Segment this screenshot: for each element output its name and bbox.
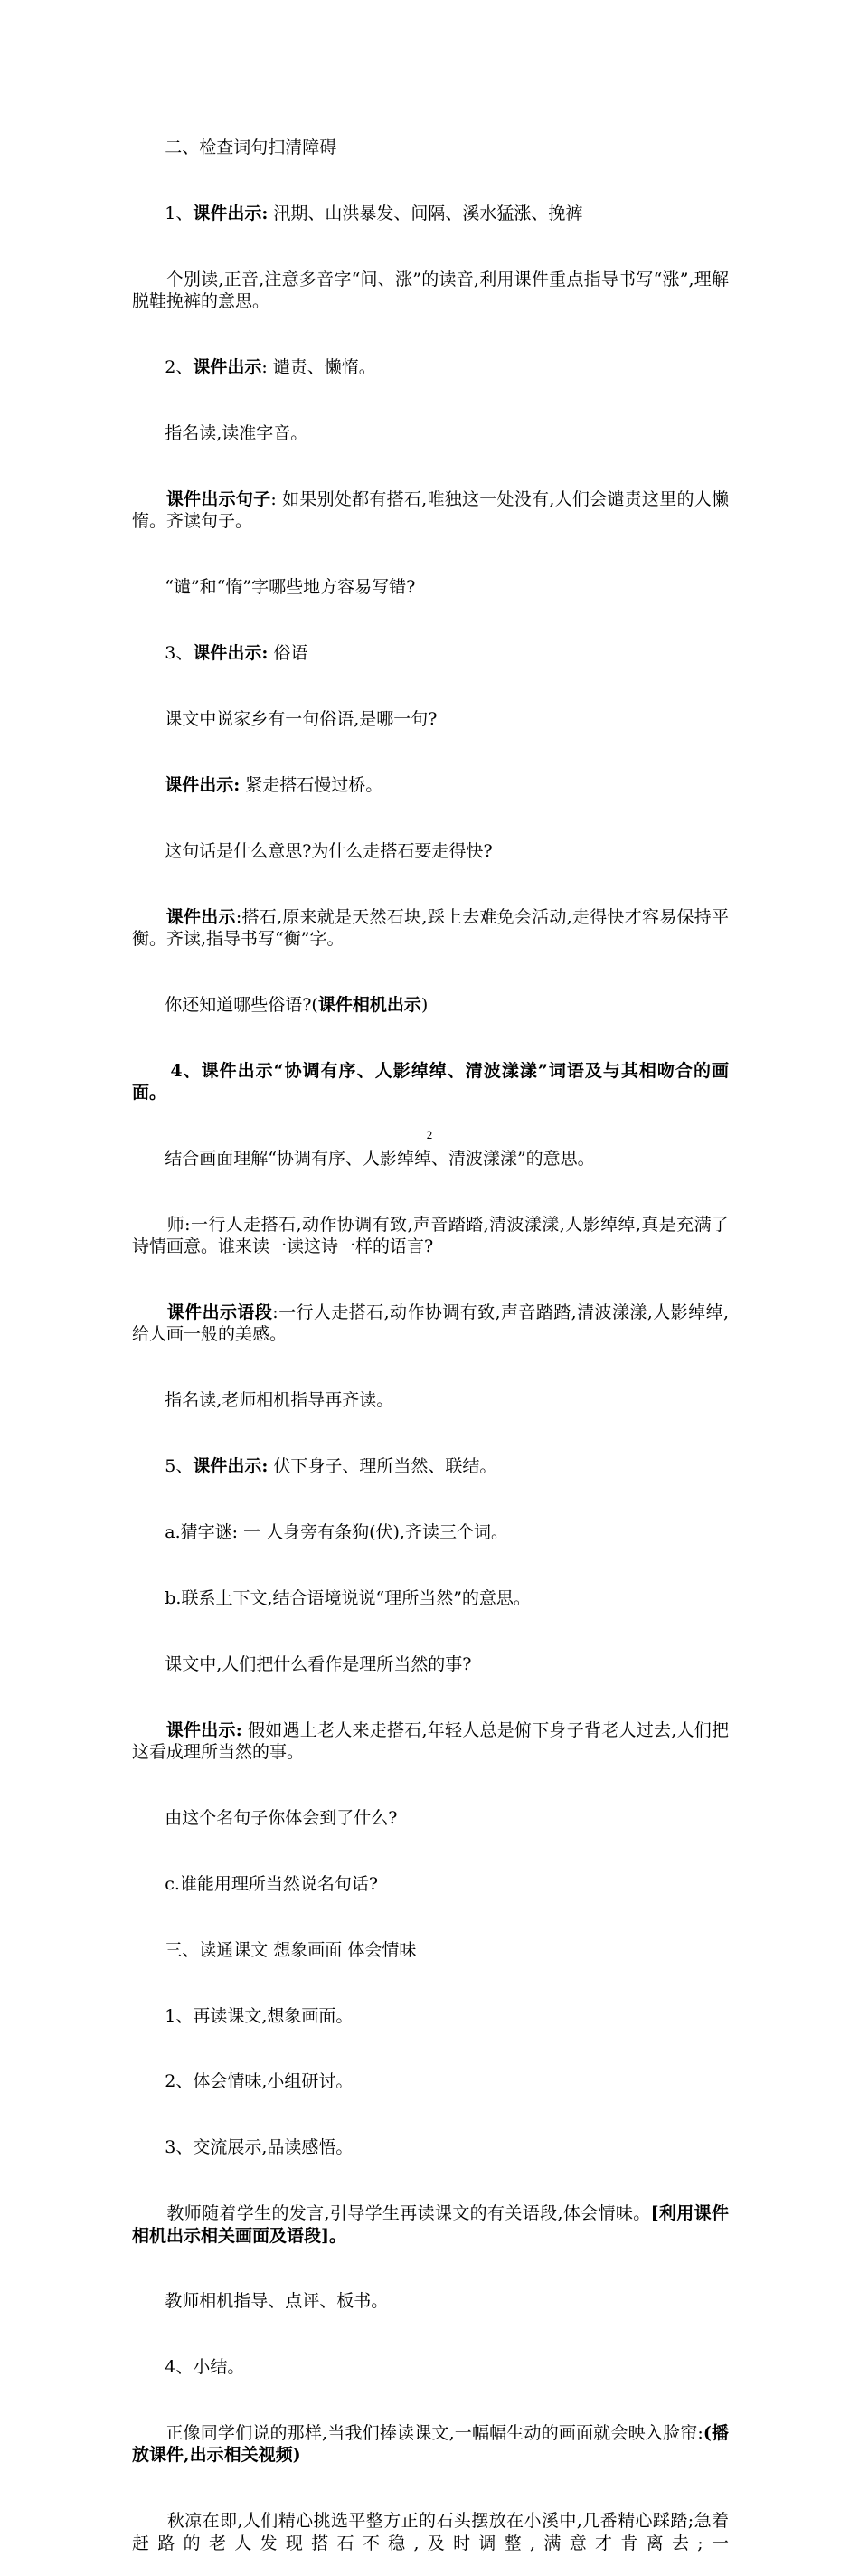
bold-run: 课件出示: bbox=[193, 204, 269, 224]
bold-run: 课件出示句子 bbox=[165, 489, 271, 510]
paragraph bbox=[132, 1697, 729, 1785]
text-run: : 谴责、懒惰。 bbox=[261, 357, 376, 378]
bold-run: 课件出示: bbox=[193, 643, 269, 664]
paragraph bbox=[132, 335, 729, 401]
paragraph bbox=[132, 467, 729, 554]
paragraph bbox=[132, 1434, 729, 1500]
paragraph bbox=[132, 1917, 729, 1983]
text-run: 指名读,老师相机指导再齐读。 bbox=[165, 1390, 394, 1411]
paragraph bbox=[132, 247, 729, 335]
paragraph bbox=[132, 2401, 729, 2488]
paragraph bbox=[132, 2334, 729, 2401]
text-run: 个别读,正音,注意多音字“间、涨”的读音,利用课件重点指导书写“涨”,理解脱鞋挽裤的意思。 bbox=[132, 270, 729, 312]
paragraph bbox=[132, 2268, 729, 2334]
page-number: 2 bbox=[426, 1128, 433, 1141]
paragraph bbox=[132, 2049, 729, 2115]
paragraph bbox=[132, 1037, 729, 1125]
text-run: 正像同学们说的那样,当我们捧读课文,一幅幅生动的画面就会映入脸帘: bbox=[165, 2423, 703, 2444]
text-run: 5、 bbox=[165, 1456, 194, 1477]
paragraph bbox=[132, 181, 729, 247]
text-run: 课文中说家乡有一句俗语,是哪一句? bbox=[165, 709, 438, 730]
text-run: 2、 bbox=[165, 357, 194, 378]
text-run: 课文中,人们把什么看作是理所当然的事? bbox=[165, 1653, 472, 1674]
paragraph bbox=[132, 819, 729, 885]
text-run: 3、交流展示,品读感悟。 bbox=[165, 2137, 354, 2158]
text-run: 俗语 bbox=[268, 643, 308, 664]
text-run: 3、 bbox=[165, 643, 194, 664]
text-run: 由这个名句子你体会到了什么? bbox=[165, 1807, 398, 1828]
paragraph bbox=[132, 1500, 729, 1566]
text-run: a.猜字谜: 一 人身旁有条狗(伏),齐读三个词。 bbox=[165, 1522, 508, 1542]
text-run: 指名读,读准字音。 bbox=[165, 423, 308, 444]
text-run: b.联系上下文,结合语境说说“理所当然”的意思。 bbox=[165, 1587, 531, 1608]
bold-run: (播放课件,出示相关视频) bbox=[132, 2423, 729, 2466]
paragraph bbox=[132, 972, 729, 1038]
paragraph bbox=[132, 1566, 729, 1632]
text-run: 这句话是什么意思?为什么走搭石要走得快? bbox=[165, 840, 493, 861]
text-run: 三、读通课文 想象画面 体会情味 bbox=[165, 1939, 417, 1960]
paragraph bbox=[132, 753, 729, 819]
text-run: 汛期、山洪暴发、间隔、溪水猛涨、挽裤 bbox=[268, 204, 583, 224]
paragraph bbox=[132, 1631, 729, 1697]
paragraph bbox=[132, 1851, 729, 1917]
text-run: 1、再读课文,想象画面。 bbox=[165, 2005, 354, 2026]
paragraph bbox=[132, 1280, 729, 1368]
text-run: 二、检查词句扫清障碍 bbox=[165, 137, 337, 158]
paragraph bbox=[132, 1192, 729, 1280]
paragraph bbox=[132, 115, 729, 181]
bold-run: 课件出示: bbox=[165, 774, 241, 795]
text-run: “谴”和“惰”字哪些地方容易写错? bbox=[165, 577, 416, 598]
bold-run: 课件出示: bbox=[165, 1719, 242, 1740]
bold-run: 课件出示 bbox=[165, 906, 236, 927]
text-run: 师:一行人走搭石,动作协调有致,声音踏踏,清波漾漾,人影绰绰,真是充满了诗情画意。谁来读一读这诗一样的语言? bbox=[132, 1214, 729, 1257]
document-body bbox=[132, 115, 729, 2576]
text-run: 假如遇上老人来走搭石,年轻人总是俯下身子背老人过去,人们把这看成理所当然的事。 bbox=[132, 1719, 729, 1762]
text-run: 你还知道哪些俗语?( bbox=[165, 994, 318, 1015]
text-run: : 如果别处都有搭石,唯独这一处没有,人们会谴责这里的人懒惰。齐读句子。 bbox=[132, 489, 729, 532]
text-run: 秋凉在即,人们精心挑选平整方正的石头摆放在小溪中,几番精心踩踏;急着赶路的老人发现搭石不稳,及时调整,满意才肯离去;一 bbox=[132, 2511, 729, 2553]
paragraph bbox=[132, 884, 729, 971]
text-run: 教师随着学生的发言,引导学生再读课文的有关语段,体会情味。 bbox=[166, 2203, 651, 2224]
text-run: ) bbox=[420, 994, 429, 1015]
paragraph bbox=[132, 1983, 729, 2049]
text-run: 紧走搭石慢过桥。 bbox=[240, 774, 383, 795]
text-run: 结合画面理解“协调有序、人影绰绰、清波漾漾”的意思。 bbox=[165, 1148, 595, 1169]
paragraph bbox=[132, 2115, 729, 2181]
paragraph bbox=[132, 2488, 729, 2576]
paragraph bbox=[132, 2181, 729, 2268]
text-run: 教师相机指导、点评、板书。 bbox=[165, 2291, 389, 2312]
text-run: 1、 bbox=[165, 204, 194, 224]
bold-run: 课件相机出示 bbox=[317, 994, 421, 1015]
text-run: :搭石,原来就是天然石块,踩上去难免会活动,走得快才容易保持平衡。齐读,指导书写“衡”字。 bbox=[132, 906, 729, 949]
bold-run: [利用课件相机出示相关画面及语段]。 bbox=[132, 2203, 729, 2246]
bold-run: 4、课件出示“协调有序、人影绰绰、清波漾漾”词语及与其相吻合的画面。 bbox=[132, 1060, 729, 1103]
bold-run: 课件出示: bbox=[193, 1456, 269, 1477]
paragraph bbox=[132, 687, 729, 753]
paragraph bbox=[132, 554, 729, 620]
paragraph bbox=[132, 620, 729, 687]
bold-run: 课件出示语段 bbox=[166, 1302, 273, 1323]
text-run: 4、小结。 bbox=[165, 2357, 245, 2378]
text-run: :一行人走搭石,动作协调有致,声音踏踏,清波漾漾,人影绰绰,给人画一般的美感。 bbox=[132, 1302, 729, 1345]
paragraph bbox=[132, 401, 729, 467]
text-run: c.谁能用理所当然说名句话? bbox=[165, 1873, 379, 1894]
text-run: 2、体会情味,小组研讨。 bbox=[165, 2071, 354, 2092]
text-run: 伏下身子、理所当然、联结。 bbox=[268, 1456, 497, 1477]
bold-run: 课件出示 bbox=[193, 357, 262, 378]
paragraph bbox=[132, 1368, 729, 1434]
paragraph bbox=[132, 1785, 729, 1852]
